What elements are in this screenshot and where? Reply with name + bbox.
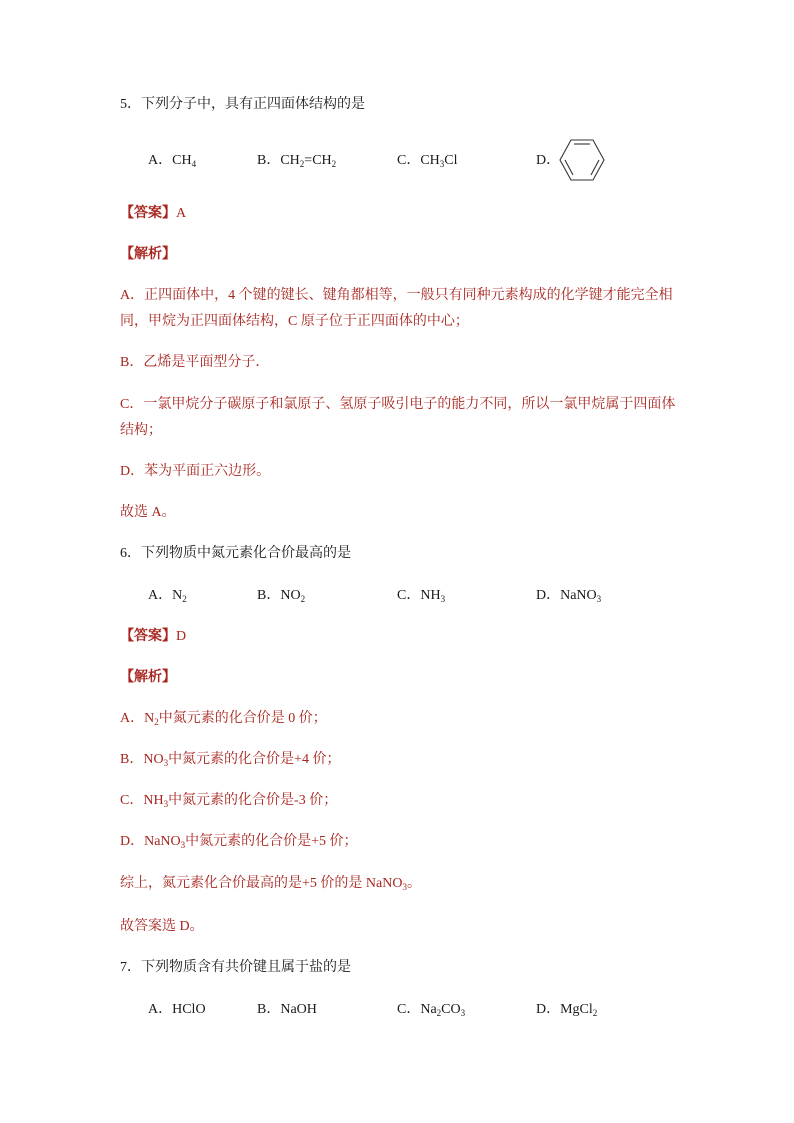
q5-analysis-d: D．苯为平面正六边形。 xyxy=(120,464,271,479)
q6-answer xyxy=(120,628,186,646)
q5-analysis-tag: 【解析】 xyxy=(120,247,176,262)
q5-option-c-sub: 3 xyxy=(439,159,445,169)
q5-conclusion: 故选 A。 xyxy=(120,505,176,520)
q6-option-a[interactable] xyxy=(148,587,187,605)
q5-option-a-text: A．CH xyxy=(148,153,192,168)
q5-option-b[interactable] xyxy=(257,152,336,170)
q6-analysis-tag: 【解析】 xyxy=(120,670,176,685)
q7-option-c[interactable] xyxy=(397,1001,465,1019)
q6-option-c-sub: 3 xyxy=(440,594,446,604)
q7-option-b[interactable]: B．NaOH xyxy=(257,1002,317,1017)
q6-analysis-b xyxy=(120,751,340,769)
q5-answer xyxy=(120,205,186,223)
q6-analysis-b-sub: 3 xyxy=(163,758,169,768)
q6-analysis-b-post: 中氮元素的化合价是+4 价； xyxy=(168,752,341,767)
q6-summary xyxy=(120,875,421,893)
q6-analysis-d-sub: 3 xyxy=(180,840,186,850)
q5-analysis-a-line1: A．正四面体中，4 个键的键长、键角都相等，一般只有同种元素构成的化学键才能完全相 xyxy=(120,288,673,303)
q6-analysis-c-post: 中氮元素的化合价是-3 价； xyxy=(168,793,338,808)
q7-option-d-text: D．MgCl xyxy=(536,1002,593,1017)
q5-option-b-mid: =CH xyxy=(304,153,332,168)
q7-option-a[interactable]: A．HClO xyxy=(148,1002,206,1017)
q5-stem: 5．下列分子中，具有正四面体结构的是 xyxy=(120,97,365,112)
q6-analysis-a xyxy=(120,710,327,728)
q7-option-c-mid: CO xyxy=(441,1002,461,1017)
q6-option-b-sub: 2 xyxy=(300,594,306,604)
q6-option-c[interactable] xyxy=(397,587,445,605)
q6-option-a-sub: 2 xyxy=(182,594,187,604)
q6-analysis-b-pre: B．NO xyxy=(120,752,164,767)
q5-analysis-c-line1: C．一氯甲烷分子碳原子和氯原子、氢原子吸引电子的能力不同，所以一氯甲烷属于四面体 xyxy=(120,397,676,412)
q5-option-d-text: D． xyxy=(536,153,561,168)
q6-conclusion: 故答案选 D。 xyxy=(120,919,204,934)
q6-option-d-text: D．NaNO xyxy=(536,588,597,603)
q6-answer-value: D xyxy=(176,629,187,644)
q5-analysis-c-line2: 结构； xyxy=(120,423,162,438)
q5-option-b-sub2: 2 xyxy=(331,159,337,169)
q6-analysis-c-pre: C．NH xyxy=(120,793,164,808)
q6-analysis-a-sub: 2 xyxy=(154,717,159,727)
q6-summary-sub: 3 xyxy=(402,882,407,892)
q6-option-c-text: C．NH xyxy=(397,588,441,603)
q7-stem: 7．下列物质含有共价键且属于盐的是 xyxy=(120,960,351,975)
q6-analysis-a-post: 中氮元素的化合价是 0 价； xyxy=(158,711,327,726)
q6-summary-pre: 综上，氮元素化合价最高的是+5 价的是 NaNO xyxy=(120,876,403,891)
q6-analysis-d-post: 中氮元素的化合价是+5 价； xyxy=(185,834,358,849)
q7-option-c-sub1: 2 xyxy=(436,1008,442,1018)
q6-analysis-c xyxy=(120,792,337,810)
q6-option-a-text: A．N xyxy=(148,588,183,603)
q5-analysis-b: B．乙烯是平面型分子． xyxy=(120,355,270,370)
q6-option-d[interactable] xyxy=(536,587,601,605)
q6-analysis-d xyxy=(120,833,358,851)
q7-option-d[interactable] xyxy=(536,1001,597,1019)
q5-option-b-sub1: 2 xyxy=(299,159,305,169)
q7-option-c-text: C．Na xyxy=(397,1002,437,1017)
q6-answer-tag: 【答案】 xyxy=(120,629,176,644)
q5-option-a[interactable] xyxy=(148,152,196,170)
q6-stem: 6．下列物质中氮元素化合价最高的是 xyxy=(120,546,351,561)
q7-option-c-sub2: 3 xyxy=(460,1008,466,1018)
q7-option-d-sub: 2 xyxy=(592,1008,598,1018)
q6-summary-post: 。 xyxy=(406,876,421,891)
q6-analysis-a-pre: A．N xyxy=(120,711,155,726)
q5-answer-value: A xyxy=(176,206,187,221)
q5-option-c-post: Cl xyxy=(444,153,458,168)
q6-option-d-sub: 3 xyxy=(596,594,602,604)
q6-analysis-c-sub: 3 xyxy=(163,799,169,809)
q6-option-b-text: B．NO xyxy=(257,588,301,603)
q6-option-b[interactable] xyxy=(257,587,305,605)
q5-analysis-a-line2: 同，甲烷为正四面体结构，C 原子位于正四面体的中心； xyxy=(120,314,469,329)
q6-analysis-d-pre: D．NaNO xyxy=(120,834,181,849)
q5-option-c-text: C．CH xyxy=(397,153,440,168)
q5-answer-tag: 【答案】 xyxy=(120,206,176,221)
benzene-ring-icon xyxy=(557,138,607,182)
q5-option-a-sub: 4 xyxy=(191,159,197,169)
q5-option-c[interactable] xyxy=(397,152,458,170)
q5-option-b-text: B．CH xyxy=(257,153,300,168)
